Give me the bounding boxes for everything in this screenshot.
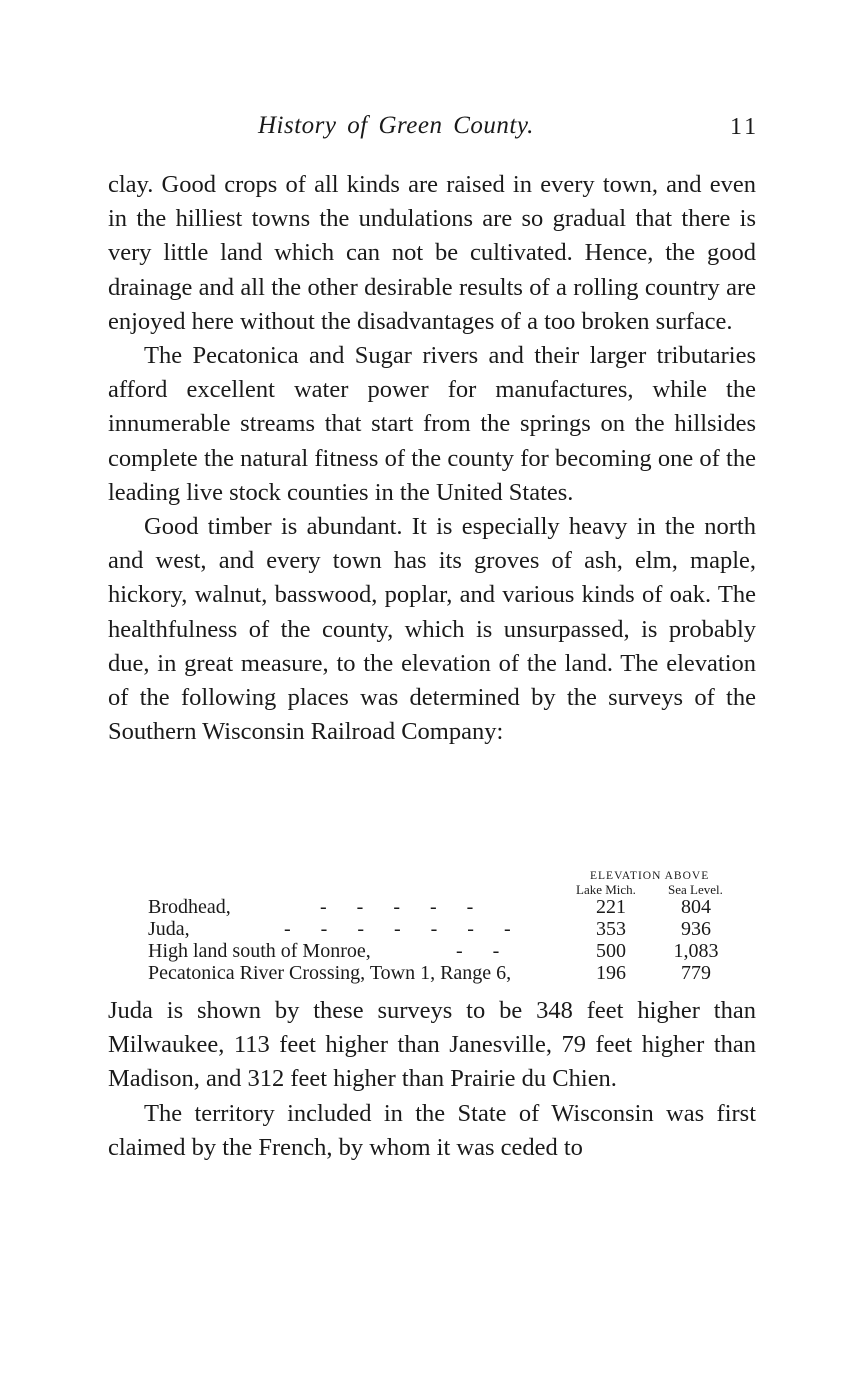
place-name: Pecatonica River Crossing, Town 1, Range 6, xyxy=(148,962,512,984)
sea-elevation: 779 xyxy=(681,962,711,984)
running-head xyxy=(0,112,865,148)
lake-elevation: 353 xyxy=(596,918,626,940)
paragraph-4: Juda is shown by these surveys to be 348 feet higher than Milwaukee, 113 feet higher than Janesville, 79 feet higher than Madison, and 312 feet higher than Prairie du Chien. xyxy=(108,997,756,1093)
table-row xyxy=(148,962,758,984)
lake-elevation: 196 xyxy=(596,962,626,984)
paragraph-1: clay. Good crops of all kinds are raised in every town, and even in the hilliest towns the undulations are so gradual that there is very little land which can not be cultivated. Hence, the good drainage and all the other desirable results of a rolling country are enjoyed here without the disadvantages of a too broken surface. xyxy=(108,171,756,335)
column-header-sea: Sea Level. xyxy=(668,882,723,897)
paragraph-3: Good timber is abundant. It is especially heavy in the north and west, and every town has its groves of ash, elm, maple, hickory, walnut, basswood, poplar, and various kinds of oak. The healthfulness of the county, which is unsurpassed, is probably due, in great measure, to the elevation of the land. The elevation of the following places was determined by the surveys of the Southern Wisconsin Railroad Company: xyxy=(108,513,756,746)
body-text-bottom xyxy=(108,994,756,1165)
paragraph-2: The Pecatonica and Sugar rivers and their larger tributaries afford excellent water power for manufactures, while the innumerable streams that start from the springs on the hillsides complete the natural fitness of the county for becoming one of the leading live stock counties in the United States. xyxy=(108,342,756,506)
body-text-top xyxy=(108,168,756,749)
lake-elevation: 221 xyxy=(596,896,626,918)
page-number: 11 xyxy=(730,114,760,140)
lake-elevation: 500 xyxy=(596,940,626,962)
table-row xyxy=(148,896,758,918)
running-title: History of Green County. xyxy=(258,112,534,139)
dot-leaders: - - - - - xyxy=(320,896,474,918)
column-header-lake: Lake Mich. xyxy=(576,882,636,897)
dot-leaders: - - - - - - - xyxy=(284,918,511,940)
paragraph-5: The territory included in the State of Wisconsin was first claimed by the French, by whom it was ceded to xyxy=(108,1099,756,1161)
elevation-table xyxy=(148,868,758,983)
sea-elevation: 804 xyxy=(681,896,711,918)
place-name: Brodhead, xyxy=(148,896,231,918)
sea-elevation: 1,083 xyxy=(673,940,719,962)
dot-leaders: - - xyxy=(456,940,500,962)
place-name: High land south of Monroe, xyxy=(148,940,371,962)
table-heading: ELEVATION ABOVE xyxy=(590,870,710,882)
table-row xyxy=(148,940,758,962)
table-row xyxy=(148,918,758,940)
sea-elevation: 936 xyxy=(681,918,711,940)
place-name: Juda, xyxy=(148,918,190,940)
